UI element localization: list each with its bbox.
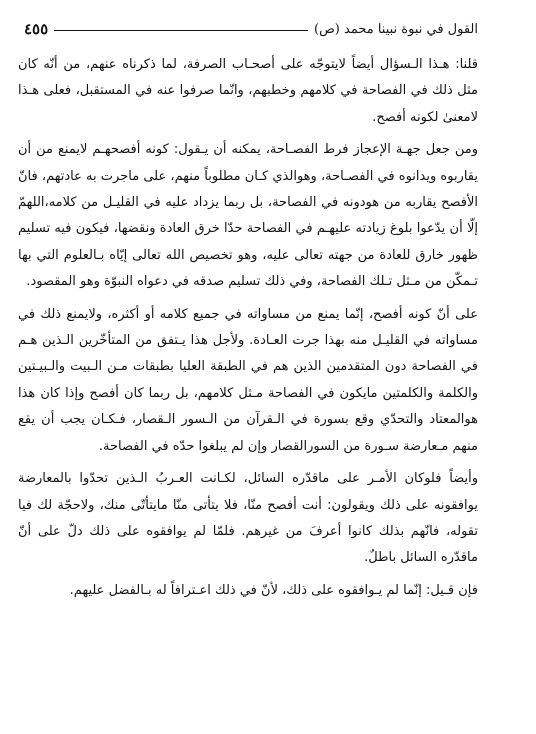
body-text xyxy=(18,52,478,604)
paragraph-2: ومن جعل جهـة الإعجاز فرط الفصـاحة، يمكنه أن يـقول: كونه أفصحهـم لايمنع من أن يقاربوه ويدانوه في الفصـاحة، وهوالذي كـان مطلوباً منهم، على ماجرت به عادتهم، فانّ الأفصح يقاربه من هودونه في الفصاحة، بل ربما يزداد عليه في القليـل من كلامه،اللهمّ إلّا أن يدّعوا بلوغ زيادته عليهـم في الفصاحة حدّا خرق العادة ونقضها، فيكون فيه تسليم ظهور خارق للعادة من جهته تعالى عليه، وهو تخصيص الله تعالى إيّاه بـالعلوم التي بها تـمكّن من مـثل تـلك الفصاحة، وفي ذلك تسليم صدقه في دعواه النبوّة وهو المقصود. xyxy=(18,142,478,290)
running-header xyxy=(24,16,478,42)
page-number: ٤٥٥ xyxy=(24,20,49,38)
paragraph-3: على أنّ كونه أفصح، إنّما يمنع من مساواته في جميع كلامه أو أكثره، ولايمنع ذلك في مساواته في القليـل منه بهذا جرت العـادة. ولأجل هذا يـتفق من المتأخّرين الـذين هـم في الفصاحة دون المتقدمين الذين هم في الطبقة العليا بطبقات مـن الـبيت والـبيـتين والكلمة والكلمتين مايكون في الفصاحة مـثل كلامهم، بل ربما كان أفصح وإذا كان هذا هوالمعتاد والتحدّي وقع بسورة في الـقرآن من الـسور الـقصار، فـكـان يجب أن يقع منهم مـعارضة سـورة من السورالقصار وإن لم يبلغوا حدّه في الفصاحة. xyxy=(18,306,478,454)
paragraph-4: وأيضاً فلوكان الأمـر على ماقدّره السائل، لكـانت العـربُ الـذين تحدّوا بالمعارضة يوافقونه على ذلك ويقولون: أنت أفصح منّا، فلا يتأتى منّا مايتأتّى منك، ولاحجّة لك فيا تقوله، فانّهم بذلك كانوا أعرفَ من غيرهم. فلمّا لم يوافقوه على ذلك دلّ على أنّ ماقدّره السائل باطلٌ. xyxy=(18,471,478,566)
paragraph-1: قلنا: هـذا الـسؤال أيضاً لايتوجّه على أصحـاب الصرفة، لما ذكرناه عنهم، من أنّه كان مثل ذلك في الفصاحة في كلامهم وخطبهم، وانّما صرفوا عنه في المستقبل، فعلى هـذا لامعنىٰ لكونه أفصح. xyxy=(18,57,478,125)
header-rule xyxy=(54,30,308,31)
paragraph-5: فإن قـيل: إنّما لم يـوافقوه على ذلك، لأنّ في ذلك اعـترافاً له بـالفضل عليهم. xyxy=(69,582,478,598)
chapter-title: القول في نبوة نبينا محمد (ص) xyxy=(314,21,478,37)
